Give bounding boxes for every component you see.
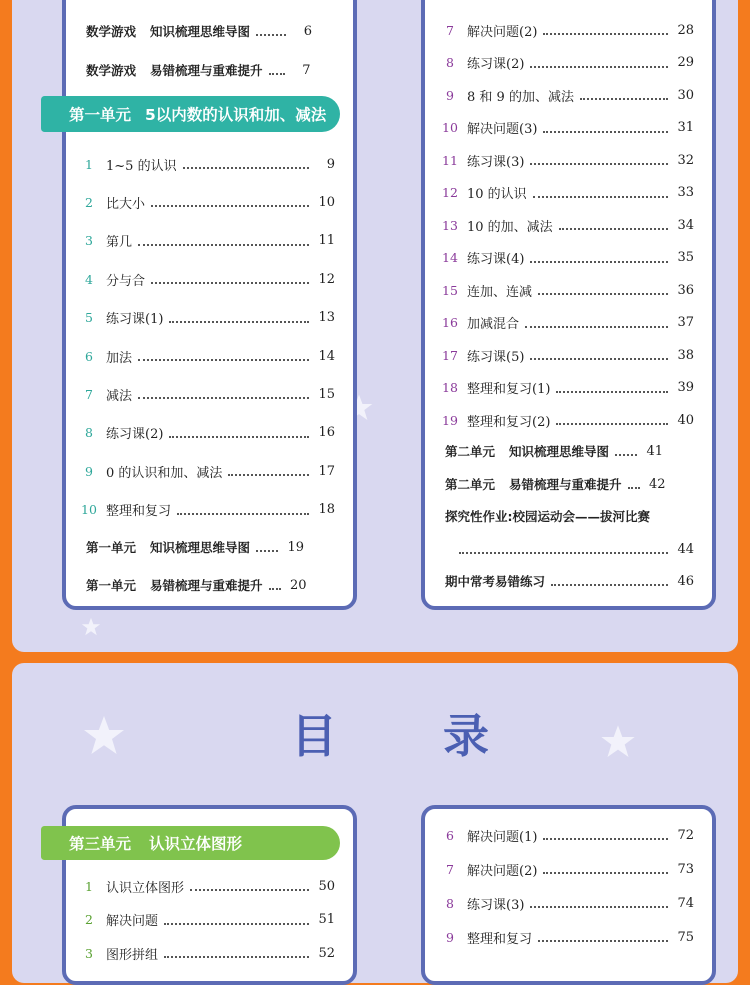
entry-number: 15 — [442, 282, 458, 298]
star-icon — [80, 712, 128, 760]
entry-page: 46 — [677, 573, 694, 589]
dot-leader — [169, 436, 309, 438]
dot-leader — [164, 956, 309, 958]
entry-number: 8 — [85, 425, 93, 441]
unit-name: 5以内数的认识和加、减法 — [145, 106, 327, 124]
toc-entry[interactable] — [66, 230, 353, 252]
toc-entry[interactable] — [425, 824, 712, 846]
unit-label: 第三单元 — [69, 835, 132, 853]
entry-number: 5 — [85, 310, 93, 326]
dot-leader — [459, 552, 668, 554]
dot-leader — [530, 66, 668, 68]
entry-prefix: 第二单元 — [445, 444, 496, 459]
entry-title: 整理和复习(1) — [467, 382, 551, 397]
entry-title: 练习课(5) — [467, 349, 525, 365]
dot-leader — [559, 228, 668, 230]
entry-title: 整理和复习(2) — [467, 414, 551, 430]
toc-entry[interactable] — [425, 247, 712, 269]
toc-card-right-lower — [421, 805, 716, 985]
entry-page: 7 — [302, 62, 311, 78]
toc-entry[interactable] — [425, 279, 712, 301]
toc-entry[interactable] — [66, 460, 353, 482]
entry-page: 11 — [318, 233, 335, 249]
star-icon — [80, 616, 102, 638]
toc-entry[interactable] — [425, 182, 712, 204]
dot-leader — [151, 205, 309, 207]
entry-title: 练习课(2) — [106, 427, 164, 443]
entry-number: 4 — [85, 271, 93, 287]
dot-leader — [538, 293, 668, 295]
entry-page: 10 — [318, 194, 335, 210]
dot-leader — [530, 906, 668, 908]
star-icon — [598, 722, 638, 762]
entry-number: 7 — [85, 386, 93, 402]
dot-leader — [525, 326, 668, 328]
entry-title: 练习课(2) — [467, 57, 525, 72]
entry-page: 19 — [287, 539, 305, 555]
entry-page: 35 — [677, 250, 694, 265]
entry-title: 第几 — [106, 235, 133, 251]
entry-number: 6 — [446, 827, 454, 843]
entry-number: 7 — [446, 861, 454, 877]
toc-entry-explore[interactable] — [425, 505, 712, 527]
dot-leader — [533, 196, 668, 198]
dot-leader — [138, 359, 309, 361]
entry-page: 18 — [318, 502, 335, 518]
dot-leader — [543, 872, 668, 874]
toc-entry[interactable] — [66, 191, 353, 213]
toc-entry[interactable] — [66, 268, 353, 290]
entry-number: 17 — [442, 347, 458, 363]
unit-banner-1[interactable] — [41, 96, 340, 132]
dot-leader — [628, 487, 640, 489]
entry-page: 50 — [318, 878, 335, 894]
entry-prefix: 数学游戏 — [86, 63, 137, 78]
entry-page: 6 — [303, 23, 313, 39]
entry-title: 解决问题 — [106, 914, 159, 929]
entry-prefix: 第一单元 — [86, 578, 137, 593]
entry-number: 8 — [446, 895, 454, 911]
entry-page: 9 — [326, 156, 335, 172]
entry-title: 认识立体图形 — [106, 880, 185, 896]
entry-title: 解决问题(3) — [467, 122, 538, 137]
toc-entry[interactable] — [425, 312, 712, 334]
entry-page: 28 — [677, 22, 694, 38]
entry-title: 分与合 — [106, 273, 146, 289]
entry-title: 易错梳理与重难提升 — [150, 63, 263, 78]
entry-page: 29 — [677, 55, 694, 70]
toc-entry[interactable] — [425, 117, 712, 139]
toc-entry[interactable] — [66, 909, 353, 931]
entry-title: 连加、连减 — [467, 284, 533, 300]
dot-leader — [183, 167, 309, 169]
entry-prefix: 第二单元 — [445, 477, 496, 492]
entry-page: 73 — [677, 861, 694, 877]
entry-title: 解决问题(2) — [467, 24, 538, 40]
toc-entry[interactable] — [66, 59, 353, 81]
entry-title: 减法 — [106, 388, 133, 404]
dot-leader — [556, 391, 668, 393]
entry-title: 练习课(1) — [106, 312, 164, 328]
toc-entry[interactable] — [425, 440, 712, 462]
entry-page: 31 — [677, 120, 694, 135]
entry-title: 练习课(4) — [467, 252, 525, 267]
entry-number: 8 — [446, 55, 454, 70]
toc-entry[interactable] — [425, 892, 712, 914]
dot-leader — [580, 98, 668, 100]
entry-number: 9 — [446, 87, 454, 103]
entry-number: 3 — [85, 233, 93, 249]
entry-page: 51 — [318, 912, 335, 927]
entry-number: 11 — [442, 152, 458, 168]
toc-entry[interactable] — [66, 383, 353, 405]
dot-leader — [164, 923, 309, 925]
entry-title: 解决问题(2) — [467, 863, 538, 879]
entry-number: 3 — [85, 945, 93, 961]
entry-title: 整理和复习 — [106, 504, 172, 520]
dot-leader — [138, 244, 309, 246]
entry-title: 探究性作业:校园运动会——拔河比赛 — [445, 509, 650, 524]
entry-title: 10 的认识 — [467, 187, 527, 202]
entry-page: 41 — [646, 443, 664, 459]
dot-leader — [256, 550, 278, 552]
entry-page: 75 — [677, 929, 694, 945]
entry-page: 12 — [318, 271, 335, 287]
toc-entry[interactable] — [66, 307, 353, 329]
heading-char-lu: 录 — [443, 709, 489, 763]
toc-entry[interactable] — [425, 344, 712, 366]
dot-leader — [138, 397, 309, 399]
entry-number: 18 — [442, 380, 458, 395]
entry-page: 39 — [677, 380, 694, 395]
dot-leader — [256, 34, 286, 36]
entry-page: 34 — [677, 217, 694, 233]
entry-number: 7 — [446, 22, 454, 38]
entry-page: 40 — [677, 412, 694, 428]
dot-leader — [551, 584, 668, 586]
entry-title: 1~5 的认识 — [106, 158, 177, 174]
toc-entry[interactable] — [66, 345, 353, 367]
entry-title: 比大小 — [106, 196, 146, 212]
entry-number: 6 — [85, 348, 93, 364]
toc-entry[interactable] — [66, 875, 353, 897]
toc-entry[interactable] — [425, 19, 712, 41]
toc-entry[interactable] — [66, 20, 353, 42]
entry-page: 72 — [677, 827, 694, 843]
toc-entry-explore-page[interactable] — [425, 538, 712, 560]
dot-leader — [151, 282, 309, 284]
dot-leader — [543, 33, 668, 35]
entry-number: 19 — [442, 412, 458, 428]
entry-title: 知识梳理思维导图 — [150, 540, 251, 555]
entry-page: 14 — [318, 348, 335, 364]
toc-entry[interactable] — [66, 422, 353, 444]
entry-number: 2 — [85, 912, 93, 927]
entry-title: 易错梳理与重难提升 — [509, 477, 622, 492]
toc-entry[interactable] — [66, 942, 353, 964]
toc-entry[interactable] — [425, 858, 712, 880]
entry-title: 解决问题(1) — [467, 829, 538, 845]
dot-leader — [538, 940, 668, 942]
dot-leader — [530, 358, 668, 360]
toc-entry[interactable] — [425, 570, 712, 592]
entry-number: 2 — [85, 194, 93, 210]
entry-title: 加减混合 — [467, 317, 520, 332]
entry-number: 13 — [442, 217, 458, 233]
dot-leader — [177, 513, 309, 515]
unit-banner-3[interactable] — [41, 826, 340, 860]
dot-leader — [543, 838, 668, 840]
dot-leader — [556, 423, 668, 425]
dot-leader — [269, 73, 285, 75]
toc-card-right-upper — [421, 0, 716, 610]
entry-title: 练习课(3) — [467, 897, 525, 913]
entry-page: 15 — [318, 386, 335, 402]
toc-entry[interactable] — [425, 52, 712, 74]
dot-leader — [615, 454, 637, 456]
entry-number: 12 — [442, 185, 458, 200]
entry-title: 知识梳理思维导图 — [509, 444, 610, 459]
toc-entry[interactable] — [425, 214, 712, 236]
toc-entry[interactable] — [425, 409, 712, 431]
toc-entry[interactable] — [425, 473, 712, 495]
entry-title: 易错梳理与重难提升 — [150, 578, 263, 593]
toc-entry[interactable] — [425, 926, 712, 948]
toc-card-left-upper — [62, 0, 357, 610]
entry-page: 36 — [677, 282, 694, 298]
toc-entry[interactable] — [66, 499, 353, 521]
unit-name: 认识立体图形 — [149, 835, 243, 853]
entry-title: 期中常考易错练习 — [445, 574, 546, 589]
entry-number: 1 — [85, 156, 93, 172]
entry-page: 52 — [318, 945, 335, 961]
entry-page: 20 — [289, 577, 307, 593]
entry-number: 16 — [442, 315, 458, 330]
entry-title: 10 的加、减法 — [467, 219, 553, 235]
toc-entry[interactable] — [66, 536, 353, 558]
entry-number: 9 — [446, 929, 454, 945]
toc-entry[interactable] — [425, 149, 712, 171]
entry-title: 0 的认识和加、减法 — [106, 465, 223, 481]
entry-page: 37 — [677, 315, 694, 330]
entry-title: 加法 — [106, 350, 133, 366]
dot-leader — [530, 261, 668, 263]
entry-prefix: 第一单元 — [86, 540, 137, 555]
entry-page: 32 — [677, 152, 694, 168]
entry-title: 图形拼组 — [106, 947, 159, 963]
entry-page: 42 — [648, 476, 666, 492]
toc-entry[interactable] — [425, 84, 712, 106]
entry-page: 33 — [677, 185, 694, 200]
entry-title: 练习课(3) — [467, 154, 525, 170]
entry-prefix: 数学游戏 — [86, 24, 137, 39]
entry-number: 10 — [81, 502, 97, 518]
dot-leader — [530, 163, 668, 165]
entry-page: 38 — [677, 347, 694, 363]
dot-leader — [543, 131, 668, 133]
entry-page: 17 — [318, 463, 335, 479]
entry-page: 74 — [677, 895, 694, 911]
unit-label: 第一单元 — [69, 106, 132, 124]
entry-number: 10 — [442, 120, 458, 135]
entry-title: 整理和复习 — [467, 931, 533, 947]
toc-entry[interactable] — [66, 574, 353, 596]
entry-number: 9 — [85, 463, 93, 479]
dot-leader — [190, 889, 309, 891]
toc-entry-partial — [425, 0, 712, 4]
entry-page: 16 — [318, 425, 335, 441]
toc-entry[interactable] — [425, 377, 712, 399]
entry-title: 8 和 9 的加、减法 — [467, 89, 574, 105]
dot-leader — [169, 321, 309, 323]
entry-page: 13 — [318, 310, 335, 326]
entry-number: 1 — [85, 878, 93, 894]
entry-page: 44 — [677, 541, 694, 557]
entry-number: 14 — [442, 250, 458, 265]
dot-leader — [228, 474, 309, 476]
entry-title: 知识梳理思维导图 — [150, 24, 251, 39]
entry-page: 30 — [677, 87, 694, 103]
dot-leader — [269, 588, 281, 590]
heading-char-mu: 目 — [291, 709, 337, 763]
toc-entry[interactable] — [66, 153, 353, 175]
